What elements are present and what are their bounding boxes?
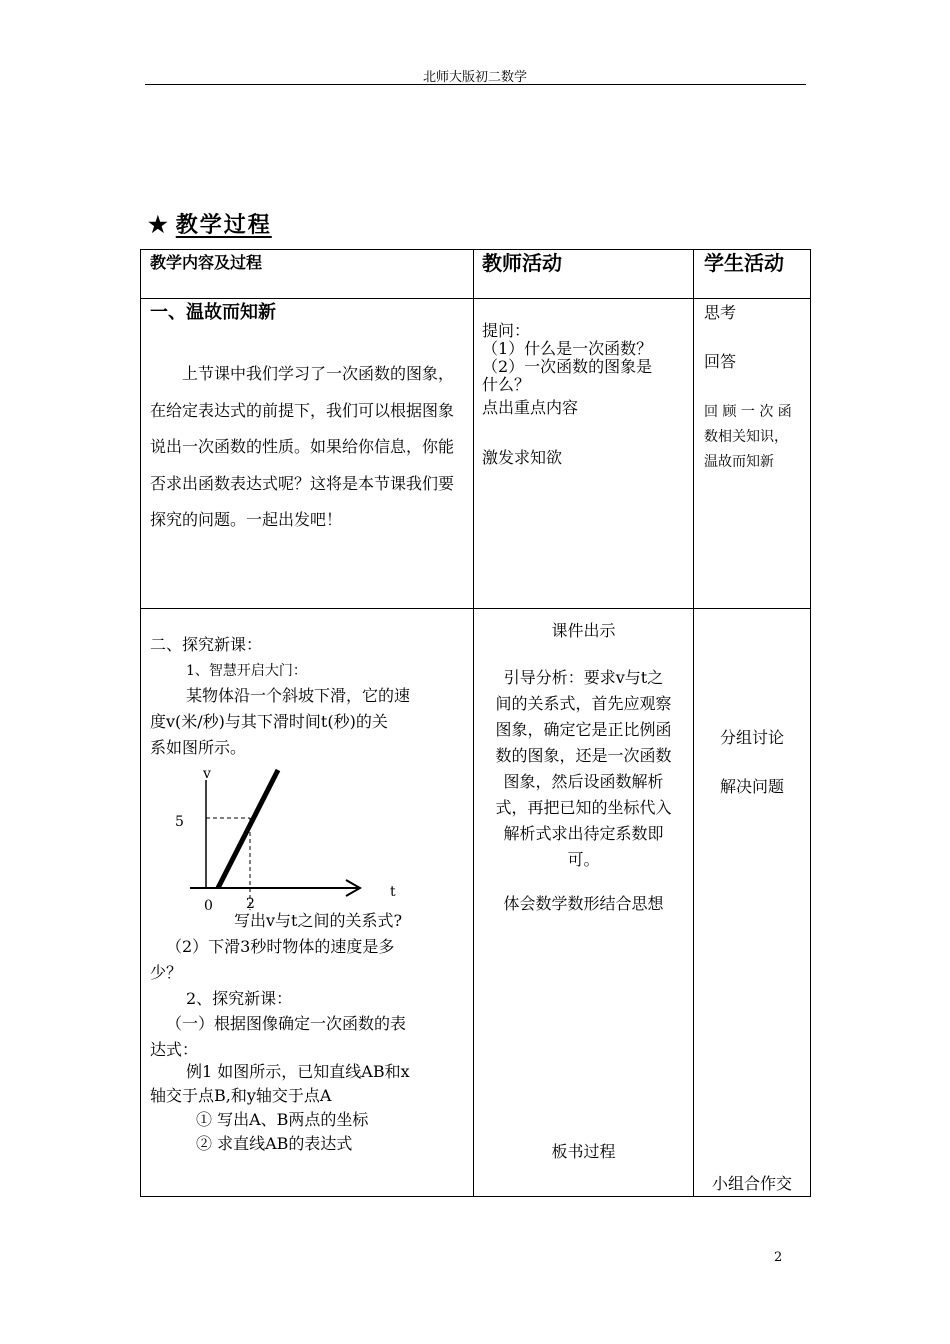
row2-teacher-guide-4: 数的图象，还是一次函数 bbox=[495, 746, 672, 765]
y-tick-label: 5 bbox=[175, 814, 184, 830]
row1-student-5: 温故而知新 bbox=[704, 454, 774, 470]
row2-line1: 某物体沿一个斜坡下滑，它的速 bbox=[186, 686, 411, 705]
row2-item-1: ① 写出A、B两点的坐标 bbox=[196, 1110, 369, 1129]
t-axis-label: t bbox=[390, 884, 396, 900]
row2-part1-b: 达式： bbox=[150, 1040, 199, 1059]
section-title-text: 教学过程 bbox=[175, 212, 272, 238]
row2-sub1: 1、智慧开启大门： bbox=[186, 663, 307, 679]
row2-part1-a: （一）根据图像确定一次函数的表 bbox=[166, 1014, 407, 1033]
velocity-line bbox=[218, 770, 278, 888]
row2-heading: 二、探究新课： bbox=[150, 635, 263, 654]
row1-teacher-5: 点出重点内容 bbox=[482, 398, 579, 417]
row2-question-1: 写出v与t之间的关系式? bbox=[234, 911, 403, 930]
row2-teacher-guide-8: 可。 bbox=[567, 850, 600, 869]
table-border-left bbox=[140, 249, 141, 1197]
velocity-time-graph bbox=[160, 760, 410, 920]
row1-student-2: 回答 bbox=[704, 352, 737, 371]
table-row-rule bbox=[140, 608, 810, 609]
row1-student-3: 回 顾 一 次 函 bbox=[704, 404, 792, 420]
row1-teacher-3: （2）一次函数的图象是 bbox=[482, 357, 653, 376]
row2-teacher-guide-1: 引导分析：要求v与t之 bbox=[503, 668, 664, 687]
section-title bbox=[148, 208, 272, 239]
v-axis-label: v bbox=[203, 766, 211, 782]
row2-item-2: ② 求直线AB的表达式 bbox=[196, 1134, 353, 1153]
row2-teacher-guide-2: 间的关系式，首先应观察 bbox=[495, 694, 672, 713]
row2-teacher-board: 板书过程 bbox=[551, 1142, 616, 1161]
row2-student-discuss: 分组讨论 bbox=[719, 728, 784, 747]
origin-label: 0 bbox=[204, 898, 213, 914]
row2-teacher-guide-6: 式，再把已知的坐标代入 bbox=[495, 798, 672, 817]
col-header-teacher: 教师活动 bbox=[482, 251, 562, 275]
x-tick-label: 2 bbox=[246, 896, 255, 912]
row2-line2: 度v(米/秒)与其下滑时间t(秒)的关 bbox=[150, 712, 388, 731]
row2-student-solve: 解决问题 bbox=[719, 777, 784, 796]
table-border-bottom bbox=[140, 1196, 810, 1197]
row2-teacher-guide-7: 解析式求出待定系数即 bbox=[503, 824, 664, 843]
row2-student-coop: 小组合作交 bbox=[711, 1174, 792, 1193]
row1-teacher-1: 提问： bbox=[482, 321, 531, 340]
row2-teacher-guide-3: 图象，确定它是正比例函 bbox=[495, 720, 672, 739]
row1-heading: 一、温故而知新 bbox=[150, 302, 276, 323]
row1-student-1: 思考 bbox=[704, 303, 737, 322]
page-header: 北师大版初二数学 bbox=[422, 70, 527, 85]
col-header-content: 教学内容及过程 bbox=[150, 253, 263, 272]
table-divider-2 bbox=[693, 249, 694, 1197]
row1-teacher-6: 激发求知欲 bbox=[482, 448, 563, 467]
row1-paragraph-text: 上节课中我们学习了一次函数的图象，在给定表达式的前提下，我们可以根据图象说出一次函数的性质。如果给你信息，你能否求出函数表达式呢？这将是本节课我们要探究的问题。一起出发吧！ bbox=[150, 364, 455, 529]
col-header-student: 学生活动 bbox=[704, 251, 784, 275]
row2-question-2b: 少？ bbox=[150, 963, 183, 982]
row2-teacher-courseware: 课件出示 bbox=[551, 621, 616, 640]
row2-teacher-idea: 体会数学数形结合思想 bbox=[503, 894, 664, 913]
row2-question-2a: （2）下滑3秒时物体的速度是多 bbox=[166, 937, 395, 956]
header-rule bbox=[145, 84, 806, 85]
star-icon: ★ bbox=[148, 212, 168, 238]
row1-paragraph bbox=[150, 356, 468, 539]
row2-sub2: 2、探究新课： bbox=[186, 989, 293, 1008]
row2-example-a: 例1 如图所示，已知直线AB和x bbox=[186, 1062, 410, 1081]
row1-teacher-2: （1）什么是一次函数？ bbox=[482, 339, 653, 358]
row2-line3: 系如图所示。 bbox=[150, 738, 247, 757]
row2-teacher-guide-5: 图象，然后设函数解析 bbox=[503, 772, 664, 791]
table-header-rule bbox=[140, 298, 810, 299]
row2-example-b: 轴交于点B,和y轴交于点A bbox=[150, 1086, 332, 1105]
table-border-right bbox=[810, 249, 811, 1197]
row1-teacher-4: 什么？ bbox=[482, 375, 531, 394]
page-number: 2 bbox=[774, 1250, 783, 1265]
row1-student-4: 数相关知识， bbox=[704, 429, 788, 445]
